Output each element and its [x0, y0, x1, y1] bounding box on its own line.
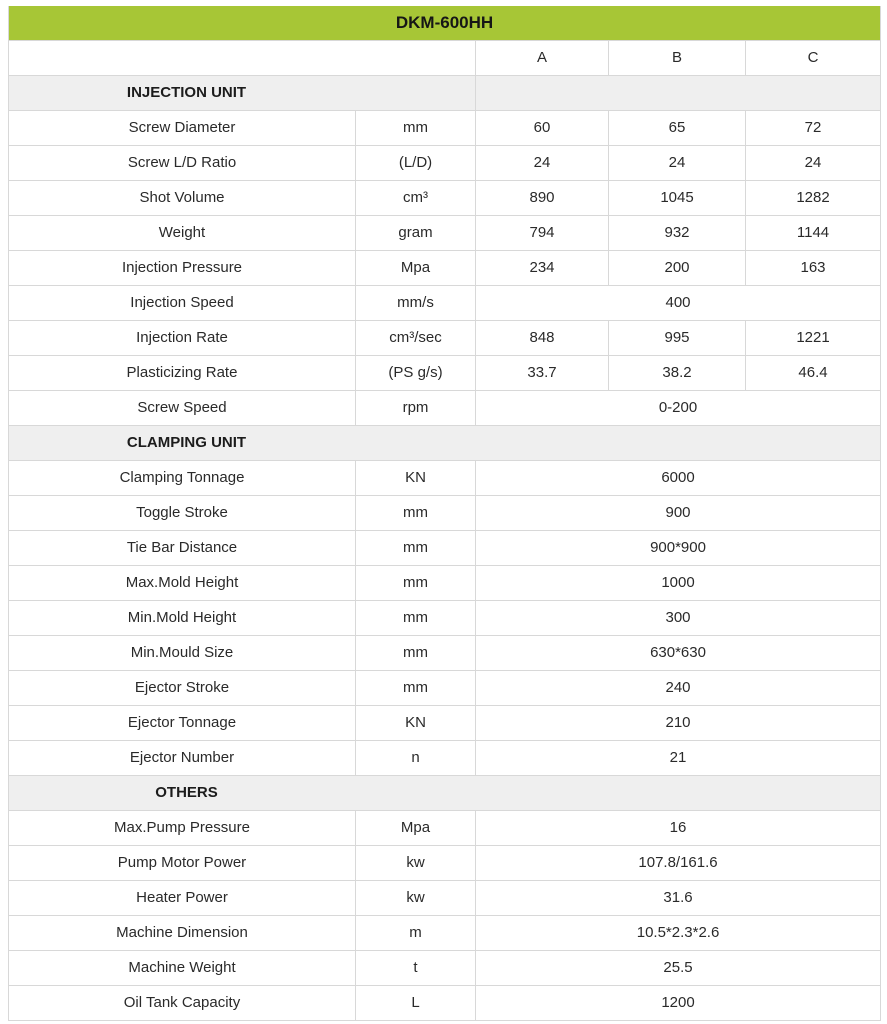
- spec-row: [9, 845, 881, 880]
- spec-value-b: 932: [609, 215, 746, 250]
- spec-row: [9, 740, 881, 775]
- spec-row-label: Ejector Tonnage: [9, 705, 356, 740]
- spec-row-label: Plasticizing Rate: [9, 355, 356, 390]
- spec-row-label: Injection Rate: [9, 320, 356, 355]
- spec-value-merged: 630*630: [476, 635, 881, 670]
- spec-value-merged: 107.8/161.6: [476, 845, 881, 880]
- spec-table-body: [9, 6, 881, 1020]
- column-header-a: A: [476, 40, 609, 75]
- spec-value-merged: 1000: [476, 565, 881, 600]
- spec-value-merged: 900*900: [476, 530, 881, 565]
- spec-value-merged: 16: [476, 810, 881, 845]
- spec-value-merged: 6000: [476, 460, 881, 495]
- title-row: [9, 6, 881, 40]
- column-header-b: B: [609, 40, 746, 75]
- spec-row-label: Weight: [9, 215, 356, 250]
- spec-value-merged: 25.5: [476, 950, 881, 985]
- spec-row-unit: cm³: [356, 180, 476, 215]
- spec-row: [9, 355, 881, 390]
- spec-value-b: 38.2: [609, 355, 746, 390]
- spec-row-label: Screw Speed: [9, 390, 356, 425]
- spec-row-unit: mm/s: [356, 285, 476, 320]
- spec-value-a: 24: [476, 145, 609, 180]
- spec-row-label: Min.Mold Height: [9, 600, 356, 635]
- spec-value-a: 848: [476, 320, 609, 355]
- spec-row-unit: mm: [356, 110, 476, 145]
- spec-row: [9, 635, 881, 670]
- spec-row-unit: m: [356, 915, 476, 950]
- spec-value-a: 234: [476, 250, 609, 285]
- spec-row-label: Screw L/D Ratio: [9, 145, 356, 180]
- spec-row-unit: kw: [356, 880, 476, 915]
- section-header-row: [9, 75, 881, 110]
- column-header-c: C: [746, 40, 881, 75]
- spec-row-label: Shot Volume: [9, 180, 356, 215]
- spec-value-b: 200: [609, 250, 746, 285]
- spec-table: [8, 6, 881, 1021]
- spec-row: [9, 215, 881, 250]
- section-title-text: INJECTION UNIT: [126, 84, 247, 101]
- spec-row-label: Ejector Number: [9, 740, 356, 775]
- spec-value-c: 24: [746, 145, 881, 180]
- spec-value-merged: 1200: [476, 985, 881, 1020]
- model-title: DKM-600HH: [9, 6, 881, 40]
- spec-row: [9, 285, 881, 320]
- spec-row-label: Injection Pressure: [9, 250, 356, 285]
- spec-row: [9, 530, 881, 565]
- spec-value-merged: 10.5*2.3*2.6: [476, 915, 881, 950]
- spec-row: [9, 390, 881, 425]
- section-empty-cell: [476, 75, 881, 110]
- spec-value-b: 65: [609, 110, 746, 145]
- spec-row: [9, 880, 881, 915]
- spec-row-label: Clamping Tonnage: [9, 460, 356, 495]
- section-title: [9, 775, 476, 810]
- spec-row-label: Tie Bar Distance: [9, 530, 356, 565]
- spec-value-c: 1144: [746, 215, 881, 250]
- spec-row-label: Injection Speed: [9, 285, 356, 320]
- spec-row-unit: cm³/sec: [356, 320, 476, 355]
- spec-row-unit: rpm: [356, 390, 476, 425]
- spec-row: [9, 495, 881, 530]
- spec-row-unit: mm: [356, 670, 476, 705]
- spec-value-merged: 31.6: [476, 880, 881, 915]
- spec-value-c: 1221: [746, 320, 881, 355]
- spec-row: [9, 250, 881, 285]
- spec-row: [9, 565, 881, 600]
- spec-row: [9, 320, 881, 355]
- spec-row-unit: KN: [356, 460, 476, 495]
- spec-row-label: Heater Power: [9, 880, 356, 915]
- spec-value-a: 60: [476, 110, 609, 145]
- spec-row: [9, 110, 881, 145]
- spec-value-merged: 240: [476, 670, 881, 705]
- spec-value-merged: 21: [476, 740, 881, 775]
- spec-value-merged: 400: [476, 285, 881, 320]
- spec-value-merged: 210: [476, 705, 881, 740]
- spec-row: [9, 985, 881, 1020]
- spec-value-c: 46.4: [746, 355, 881, 390]
- section-header-row: [9, 775, 881, 810]
- spec-row-unit: KN: [356, 705, 476, 740]
- spec-row-unit: Mpa: [356, 810, 476, 845]
- spec-row-unit: kw: [356, 845, 476, 880]
- spec-row-label: Max.Mold Height: [9, 565, 356, 600]
- spec-row-label: Ejector Stroke: [9, 670, 356, 705]
- column-header-spacer: [9, 40, 476, 75]
- section-title: [9, 75, 476, 110]
- spec-row-unit: L: [356, 985, 476, 1020]
- spec-row: [9, 705, 881, 740]
- section-title: [9, 425, 476, 460]
- spec-row: [9, 810, 881, 845]
- spec-row-label: Pump Motor Power: [9, 845, 356, 880]
- spec-value-merged: 0-200: [476, 390, 881, 425]
- spec-row-unit: mm: [356, 530, 476, 565]
- spec-row: [9, 600, 881, 635]
- spec-value-a: 33.7: [476, 355, 609, 390]
- spec-row: [9, 915, 881, 950]
- spec-row-unit: n: [356, 740, 476, 775]
- spec-row-unit: Mpa: [356, 250, 476, 285]
- spec-value-c: 1282: [746, 180, 881, 215]
- spec-row-label: Machine Dimension: [9, 915, 356, 950]
- spec-row: [9, 145, 881, 180]
- spec-row-unit: (PS g/s): [356, 355, 476, 390]
- section-title-text: OTHERS: [155, 784, 218, 801]
- spec-row-label: Machine Weight: [9, 950, 356, 985]
- spec-row-label: Min.Mould Size: [9, 635, 356, 670]
- spec-value-a: 890: [476, 180, 609, 215]
- spec-value-merged: 900: [476, 495, 881, 530]
- spec-value-merged: 300: [476, 600, 881, 635]
- spec-row-unit: gram: [356, 215, 476, 250]
- spec-value-b: 1045: [609, 180, 746, 215]
- spec-row-label: Toggle Stroke: [9, 495, 356, 530]
- spec-row: [9, 950, 881, 985]
- spec-row-unit: mm: [356, 635, 476, 670]
- spec-value-b: 24: [609, 145, 746, 180]
- spec-row-label: Screw Diameter: [9, 110, 356, 145]
- spec-row-unit: (L/D): [356, 145, 476, 180]
- spec-row-unit: mm: [356, 600, 476, 635]
- spec-row-unit: t: [356, 950, 476, 985]
- spec-row-label: Max.Pump Pressure: [9, 810, 356, 845]
- section-title-text: CLAMPING UNIT: [126, 434, 247, 451]
- spec-row: [9, 180, 881, 215]
- spec-value-a: 794: [476, 215, 609, 250]
- section-empty-cell: [476, 775, 881, 810]
- section-header-row: [9, 425, 881, 460]
- spec-value-c: 163: [746, 250, 881, 285]
- section-empty-cell: [476, 425, 881, 460]
- column-header-row: [9, 40, 881, 75]
- spec-row: [9, 460, 881, 495]
- spec-value-b: 995: [609, 320, 746, 355]
- spec-row-unit: mm: [356, 495, 476, 530]
- spec-value-c: 72: [746, 110, 881, 145]
- spec-row-label: Oil Tank Capacity: [9, 985, 356, 1020]
- spec-row: [9, 670, 881, 705]
- spec-row-unit: mm: [356, 565, 476, 600]
